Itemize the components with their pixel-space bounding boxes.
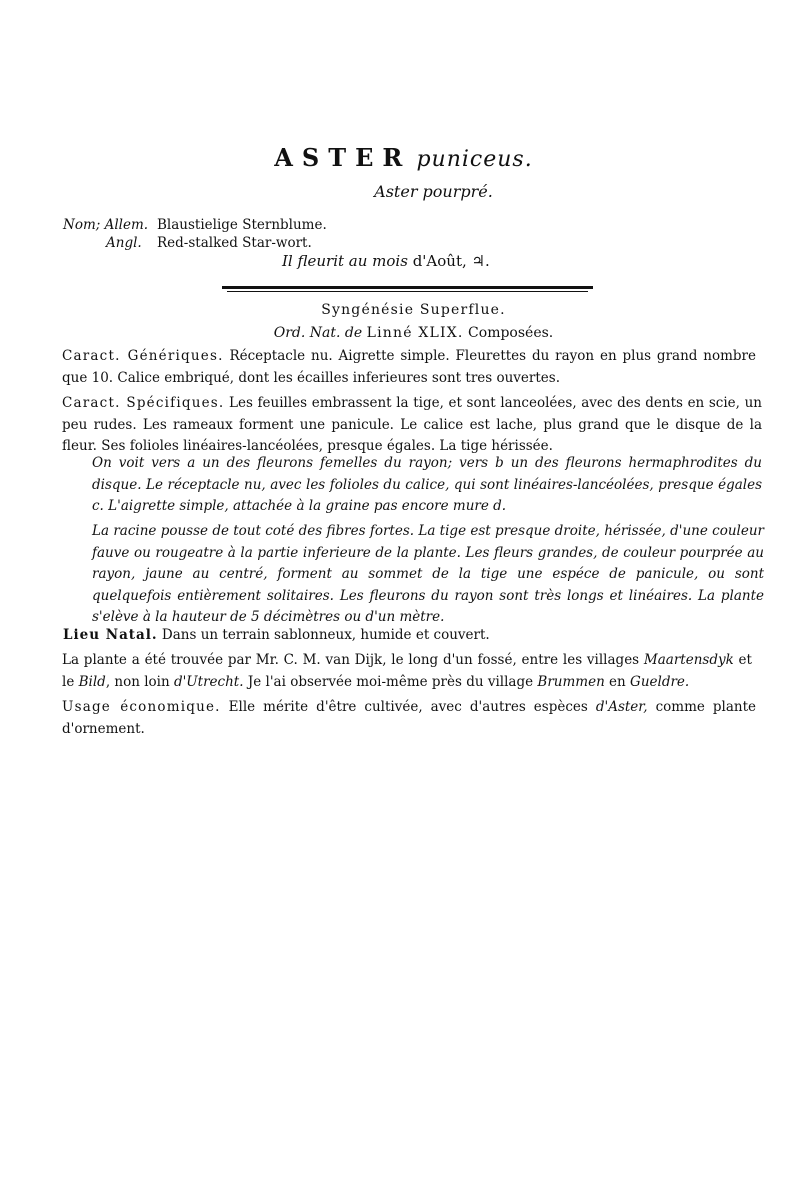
discovery-paragraph <box>62 650 752 693</box>
found-text-2: et le <box>62 652 752 690</box>
order-line <box>0 325 807 341</box>
habitat <box>63 627 490 643</box>
generic-characters <box>62 346 756 389</box>
description-note: La racine pousse de tout coté des fibres fortes. La tige est presque droite, hérissée, d'une couleur fauve ou rougeatre à la partie inferieure de la plante. Les fleurs grandes, de couleur pourprée au rayon, jaune au centré, forment au sommet de la tige une espéce de panicule, ou sont quelquefois entièrement solitaires. Les fleurons du rayon sont très longs et linéaires. La plante s'elève à la hauteur de 5 décimètres ou d'un mètre. <box>92 523 764 625</box>
flowering-line <box>282 252 490 270</box>
nom-label: Nom; Allem. <box>63 217 149 233</box>
specific-label: Caract. Spécifiques. <box>62 395 225 411</box>
class-line: Syngénésie Superflue. <box>321 302 506 318</box>
thick-divider <box>222 286 593 289</box>
german-name: Blaustielige Sternblume. <box>157 217 327 233</box>
specific-characters <box>62 393 762 458</box>
usage-text-2: comme plante d'ornement. <box>62 699 756 737</box>
figure-note: On voit vers a un des fleurons femelles du rayon; vers b un des fleurons hermaphrodites du disque. Le réceptacle nu, avec les folioles du calice, qui sont linéaires-lancéolées, presque égales c. L'aigrette simple, attachée à la graine pas encore mure d. <box>92 455 762 514</box>
usage-label: Usage économique. <box>62 699 221 715</box>
usage-text-1: Elle mérite d'être cultivée, avec d'autres espèces <box>220 699 596 715</box>
order-de: de <box>344 325 363 341</box>
found-text-5: en <box>604 673 631 690</box>
generic-label: Caract. Génériques. <box>62 348 224 364</box>
flowering-month: d'Août, <box>412 252 467 270</box>
found-text-1: La plante a été trouvée par Mr. C. M. van Dijk, le long d'un fossé, entre les villages <box>62 652 644 668</box>
french-name: Aster pourpré. <box>374 182 493 201</box>
thin-divider <box>227 291 588 292</box>
found-text-3: , non loin <box>105 673 174 690</box>
page-title <box>0 143 807 172</box>
found-text-4: Je l'ai observée moi-même près du village <box>243 673 538 690</box>
place-bild: Bild <box>78 673 106 690</box>
order-label: Ord. Nat. <box>273 325 341 341</box>
place-maartensdyk: Maartensdyk <box>643 652 734 668</box>
english-name: Red-stalked Star-wort. <box>157 235 312 251</box>
family-name: Composées. <box>468 325 554 341</box>
usage-aster: d'Aster, <box>595 699 648 715</box>
place-utrecht: d'Utrecht. <box>173 673 244 690</box>
habitat-label: Lieu Natal. <box>63 627 158 643</box>
place-brummen: Brummen <box>537 673 605 690</box>
title-species: puniceus. <box>416 147 533 172</box>
usage-paragraph <box>62 697 756 740</box>
linne-ref: Linné XLIX. <box>366 325 464 341</box>
angl-label: Angl. <box>106 235 142 251</box>
title-genus: ASTER <box>274 143 412 172</box>
generic-text: Réceptacle nu. Aigrette simple. Fleurettes du rayon en plus grand nombre que 10. Calice embriqué, dont les écailles inferieures sont tres ouvertes. <box>62 348 756 386</box>
flowering-text: Il fleurit au mois <box>282 252 408 270</box>
jupiter-symbol: ♃. <box>471 252 490 270</box>
place-gueldre: Gueldre. <box>630 673 690 690</box>
habitat-text: Dans un terrain sablonneux, humide et couvert. <box>161 627 490 643</box>
specific-text: Les feuilles embrassent la tige, et sont lanceolées, avec des dents en scie, un peu rudes. Les rameaux forment une panicule. Le calice est lache, plus grand que le disque de la fleur. Ses folioles linéaires-lancéolées, presque égales. La tige hérissée. <box>62 395 762 454</box>
